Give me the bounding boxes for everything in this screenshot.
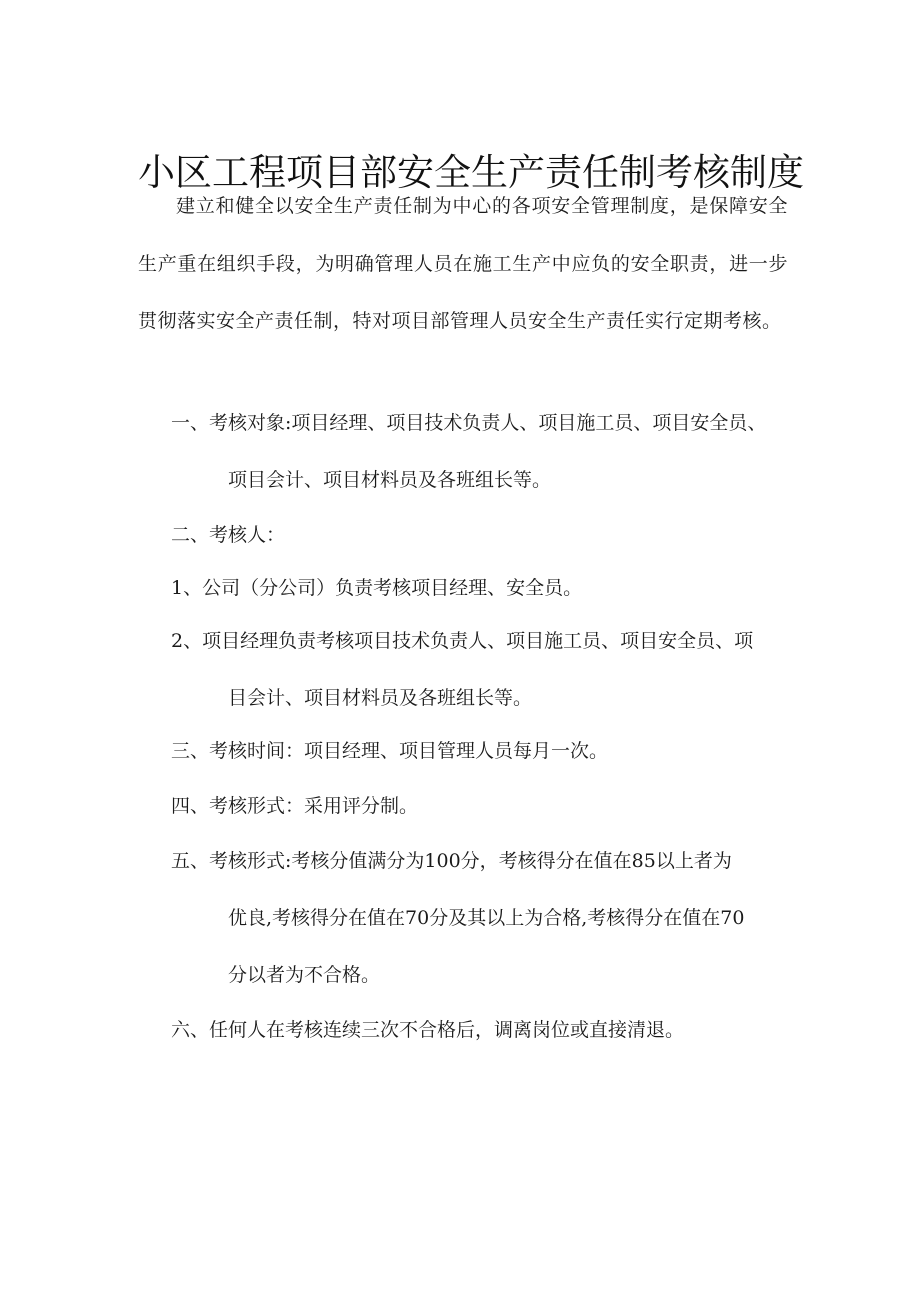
item-line: 优良,考核得分在值在70分及其以上为合格,考核得分在值在70 xyxy=(228,907,745,929)
intro-paragraph: 建立和健全以安全生产责任制为中心的各项安全管理制度，是保障安全生产重在组织手段，为明确管理人员在施工生产中应负的安全职责，进一步贯彻落实安全产责任制，特对项目部管理人员安全生产责任实行定期考核。 xyxy=(138,195,788,332)
item-line: 2、项目经理负责考核项目技术负责人、项目施工员、项目安全员、项 xyxy=(171,630,754,652)
item-line: 分以者为不合格。 xyxy=(228,964,381,986)
list-item xyxy=(171,507,801,564)
item-line: 项目会计、项目材料员及各班组长等。 xyxy=(228,469,552,491)
item-line: 三、考核时间：项目经理、项目管理人员每月一次。 xyxy=(171,740,609,762)
list-item xyxy=(171,1002,801,1059)
item-line: 一、考核对象:项目经理、项目技术负责人、项目施工员、项目安全员、 xyxy=(171,412,767,434)
item-line: 六、任何人在考核连续三次不合格后，调离岗位或直接清退。 xyxy=(171,1019,685,1041)
item-line: 1、公司（分公司）负责考核项目经理、安全员。 xyxy=(171,577,583,599)
list-item xyxy=(171,613,801,727)
list-item xyxy=(171,833,801,1004)
item-line: 四、考核形式：采用评分制。 xyxy=(171,795,419,817)
item-line: 二、考核人： xyxy=(171,524,286,546)
list-item xyxy=(171,395,801,509)
list-item xyxy=(171,723,801,780)
item-line: 五、考核形式:考核分值满分为100分，考核得分在值在85以上者为 xyxy=(171,850,732,872)
list-item xyxy=(171,778,801,835)
item-line: 目会计、项目材料员及各班组长等。 xyxy=(228,687,533,709)
list-item xyxy=(171,560,801,617)
document-title: 小区工程项目部安全生产责任制考核制度 xyxy=(138,150,804,194)
